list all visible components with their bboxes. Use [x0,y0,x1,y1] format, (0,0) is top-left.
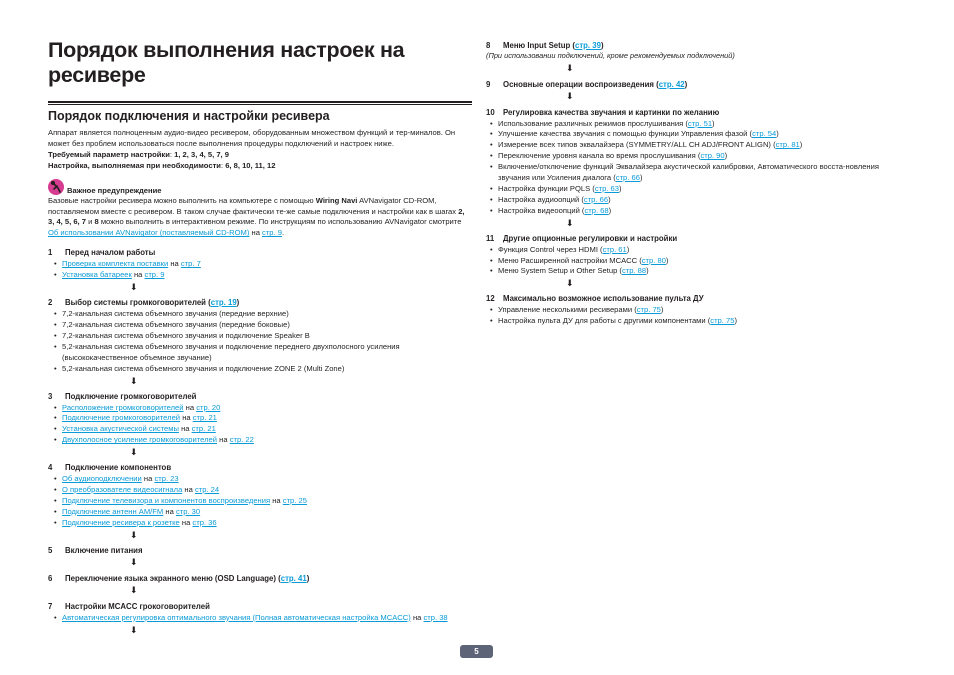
list-item: • 5,2-канальная система объемного звучания и подключение ZONE 2 (Multi Zone) [54,364,472,375]
page-link[interactable]: стр. 9 [262,228,282,238]
page-link[interactable]: стр. 54 [752,129,777,139]
page-link[interactable]: стр. 81 [775,140,800,150]
list-item: • 7,2-канальная система объемного звучания (передние верхние) [54,309,472,320]
page-link[interactable]: стр. 36 [192,517,217,527]
page-link[interactable]: стр. 20 [196,402,221,412]
page-link[interactable]: стр. 38 [423,612,448,622]
list-item: • Настройка аудиоопций (стр. 66) [490,195,906,206]
list-link[interactable]: Подключение громкоговорителей [62,413,181,423]
list-item: • Улучшение качества звучания с помощью функции Управления фазой (стр. 54) [490,129,906,140]
list-item: • Измерение всех типов эквалайзера (SYMMETRY/ALL CH ADJ/FRONT ALIGN) (стр. 81) [490,140,906,151]
list-link[interactable]: Проверка комплекта поставки [62,259,169,269]
list-link[interactable]: Автоматическая регулировка оптимального звучания (Полная автоматическая настройка MCACC) [62,612,411,622]
list-item: • Расположение громкоговорителей на стр. 20 [54,403,472,414]
page-link[interactable]: стр. 21 [191,424,216,434]
intro-text: Аппарат является полноценным аудио-видео ресивером, оборудованным множеством функций и тер-миналов. Он может без проблем использоваться после выполнения процедуры подключений и настроек ниже. [48,128,456,148]
step-10: 10 Регулировка качества звучания и картинки по желанию • Использование различных режимов прослушивания (стр. 51) • Улучшение качества звучания с помощью функции Управления фазой (стр. 54) • Измерение всех типов эквалайзера (SYMMETRY/ALL CH ADJ/FRONT ALIGN) (стр. 81) • Переключение уровня каналa во время прослушивания (стр. 90) • Включение/отключение функций Эквалайзера акустической калибровки, Автоматического восста-новления звучания или Усиления диалога (стр. 66) • Настройка функции PQLS (стр. 63) • Настройка аудиоопций (стр. 66) • Настройка видеоопций (стр. 68) ⬇ [486,107,906,228]
list-item: • Функция Control через HDMI (стр. 61) [490,245,906,256]
page-link[interactable]: стр. 61 [602,244,627,254]
arrow-down-icon: ⬇ [130,447,138,458]
section-heading: Порядок подключения и настройки ресивера [48,101,472,124]
page-link[interactable]: стр. 51 [687,118,713,128]
list-item: • Двухполосное усиление громкоговорителей на стр. 22 [54,435,472,446]
list-item: • Автоматическая регулировка оптимального звучания (Полная автоматическая настройка MCACC) на стр. 38 [54,613,472,624]
list-link[interactable]: Подключение телевизора и компонентов воспроизведения [62,495,271,505]
page-link[interactable]: стр. 39 [575,41,601,50]
page-link[interactable]: стр. 66 [583,194,609,204]
required-line: Требуемый параметр настройки: 1, 2, 3, 4, 5, 7, 9 [48,149,229,159]
page-link[interactable]: стр. 68 [584,205,609,215]
caution-title: Важное предупреждение [67,185,162,195]
list-item: • Переключение уровня каналa во время прослушивания (стр. 90) [490,151,906,162]
page-link[interactable]: стр. 7 [180,259,201,269]
page-link[interactable]: стр. 90 [700,151,725,161]
list-item: • О преобразователе видеосигнала на стр. 24 [54,485,472,496]
step-8-note: (При использовании подключений, кроме рекомендуемых подключений) [486,51,735,60]
list-item: • Подключение телевизора и компонентов воспроизведения на стр. 25 [54,496,472,507]
list-item: • 5,2-канальная система объемного звучания и подключение переднего двухполосного усиления (высококачественное объемное звучание) [54,342,472,364]
list-item: • Использование различных режимов прослушивания (стр. 51) [490,119,906,130]
list-item: • Установка акустической системы на стр. 21 [54,424,472,435]
arrow-down-icon: ⬇ [130,624,138,635]
page-link[interactable]: стр. 30 [175,506,201,516]
step-7: 7 Настройки MCACC грокоговорителей • Автоматическая регулировка оптимального звучания (Полная автоматическая настройка MCACC) на стр. 38 ⬇ [48,601,472,635]
list-item: • 7,2-канальная система объемного звучания и подключение Speaker B [54,331,472,342]
arrow-down-icon: ⬇ [130,375,138,386]
arrow-down-icon: ⬇ [130,529,138,540]
caution-icon [48,179,64,195]
step-9: 9 Основные операции воспроизведения (стр. 42) ⬇ [486,79,906,101]
arrow-down-icon: ⬇ [566,278,574,289]
page-link[interactable]: стр. 75 [636,305,661,315]
page-link[interactable]: стр. 88 [621,266,647,276]
page-link[interactable]: стр. 75 [710,316,735,326]
avnavigator-link[interactable]: Об использовании AVNavigator (поставляемый CD-ROM) [48,228,250,238]
list-item: • Управление несколькими ресиверами (стр. 75) [490,305,906,316]
page-link[interactable]: стр. 41 [280,573,307,583]
step-4: 4 Подключение компонентов • Об аудиоподключении на стр. 23 • О преобразователе видеосигнала на стр. 24 • Подключение телевизора и компонентов воспроизведения на стр. 25 • Подключение антенн AM/FM на стр. 30 • Подключение ресивера к розетке на стр. 36 ⬇ [48,462,472,540]
step-3: 3 Подключение громкоговорителей • Расположение громкоговорителей на стр. 20 • Подключение громкоговорителей на стр. 21 • Установка акустической системы на стр. 21 • Двухполосное усиление громкоговорителей на стр. 22 ⬇ [48,391,472,458]
list-link[interactable]: О преобразователе видеосигнала [62,485,183,495]
caution-block [48,179,472,240]
list-link[interactable]: Подключение антенн AM/FM [62,506,164,516]
page-link[interactable]: стр. 24 [194,485,220,495]
step-2: 2 Выбор системы громкоговорителей (стр. 19) • 7,2-канальная система объемного звучания (передние верхние) • 7,2-канальная система объемного звучания (передние боковые) • 7,2-канальная система объемного звучания и подключение Speaker B • 5,2-канальная система объемного звучания и подключение переднего двухполосного усиления (высококачественное объемное звучание) • 5,2-канальная система объемного звучания и подключение ZONE 2 (Multi Zone) ⬇ [48,297,472,385]
list-link[interactable]: Двухполосное усиление громкоговорителей [62,435,218,445]
step-5: 5 Включение питания ⬇ [48,545,472,567]
list-item: • Подключение ресивера к розетке на стр. 36 [54,518,472,529]
list-item: • Включение/отключение функций Эквалайзера акустической калибровки, Автоматического восста-новления звучания или Усиления диалога (стр. 66) [490,162,906,184]
page-link[interactable]: стр. 19 [210,298,237,308]
list-item: • 7,2-канальная система объемного звучания (передние боковые) [54,320,472,331]
page-link[interactable]: стр. 66 [615,173,640,183]
page-link[interactable]: стр. 22 [229,435,254,445]
list-item: • Меню System Setup и Other Setup (стр. 88) [490,266,906,277]
left-column [48,38,472,635]
list-item: • Подключение антенн AM/FM на стр. 30 [54,507,472,518]
list-link[interactable]: Расположение громкоговорителей [62,402,184,412]
page-link[interactable]: стр. 25 [282,495,307,505]
list-link[interactable]: Об аудиоподключении [62,474,142,484]
caution-text: Базовые настройки ресивера можно выполнить на компьютере с помощью Wiring Navi AVNavigator CD-ROM, поставляемом вместе с ресивером. В таком случае фактически те-же самые подключения и настройки как в шагах 2, 3, 4, 5, 6, 7 и 8 можно выполнить в интерактивном режиме. По инструкциям по использованию AVNavigator смотрите Об использовании AVNavigator (поставляемый CD-ROM) на стр. 9. [48,195,465,238]
list-item: • Меню Расширенной настройки MCACC (стр. 80) [490,256,906,267]
list-item: • Установка батареек на стр. 9 [54,270,472,281]
page-link[interactable]: стр. 42 [658,79,685,89]
optional-line: Настройка, выполняемая при необходимости: 6, 8, 10, 11, 12 [48,160,276,170]
list-link[interactable]: Установка батареек [62,270,132,280]
right-column [486,40,906,327]
arrow-down-icon: ⬇ [130,584,138,595]
arrow-down-icon: ⬇ [566,217,574,228]
page-number: 5 [460,645,493,658]
arrow-down-icon: ⬇ [130,556,138,567]
intro-block [48,128,472,172]
arrow-down-icon: ⬇ [130,282,138,293]
list-item: • Настройка видеоопций (стр. 68) [490,206,906,217]
list-item: • Настройка функции PQLS (стр. 63) [490,184,906,195]
page-link[interactable]: стр. 80 [641,255,666,265]
list-item: • Подключение громкоговорителей на стр. 21 [54,413,472,424]
page-link[interactable]: стр. 21 [192,413,217,423]
page-link[interactable]: стр. 9 [144,270,165,280]
step-8: 8 Меню Input Setup (стр. 39) (При использовании подключений, кроме рекомендуемых подключений) ⬇ [486,40,906,73]
list-item: • Проверка комплекта поставки на стр. 7 [54,259,472,270]
arrow-down-icon: ⬇ [566,90,574,101]
list-link[interactable]: Установка акустической системы [62,424,179,434]
step-12: 12 Максимально возможное использование пульта ДУ • Управление несколькими ресиверами (стр. 75) • Настройка пульта ДУ для работы с другими компонентами (стр. 75) [486,293,906,327]
step-6: 6 Переключение языка экранного меню (OSD Language) (стр. 41) ⬇ [48,573,472,595]
page-title: Порядок выполнения настроек на ресивере [48,38,405,87]
page-link[interactable]: стр. 23 [154,474,179,484]
list-item: • Об аудиоподключении на стр. 23 [54,474,472,485]
list-link[interactable]: Подключение ресивера к розетке [62,517,180,527]
step-1: 1 Перед началом работы • Проверка комплекта поставки на стр. 7 • Установка батареек на стр. 9 ⬇ [48,247,472,292]
step-11: 11 Другие опционные регулировки и настройки • Функция Control через HDMI (стр. 61) • Меню Расширенной настройки MCACC (стр. 80) • Меню System Setup и Other Setup (стр. 88) ⬇ [486,233,906,289]
arrow-down-icon: ⬇ [566,62,574,73]
page-link[interactable]: стр. 63 [594,183,619,193]
list-item: • Настройка пульта ДУ для работы с другими компонентами (стр. 75) [490,316,906,327]
